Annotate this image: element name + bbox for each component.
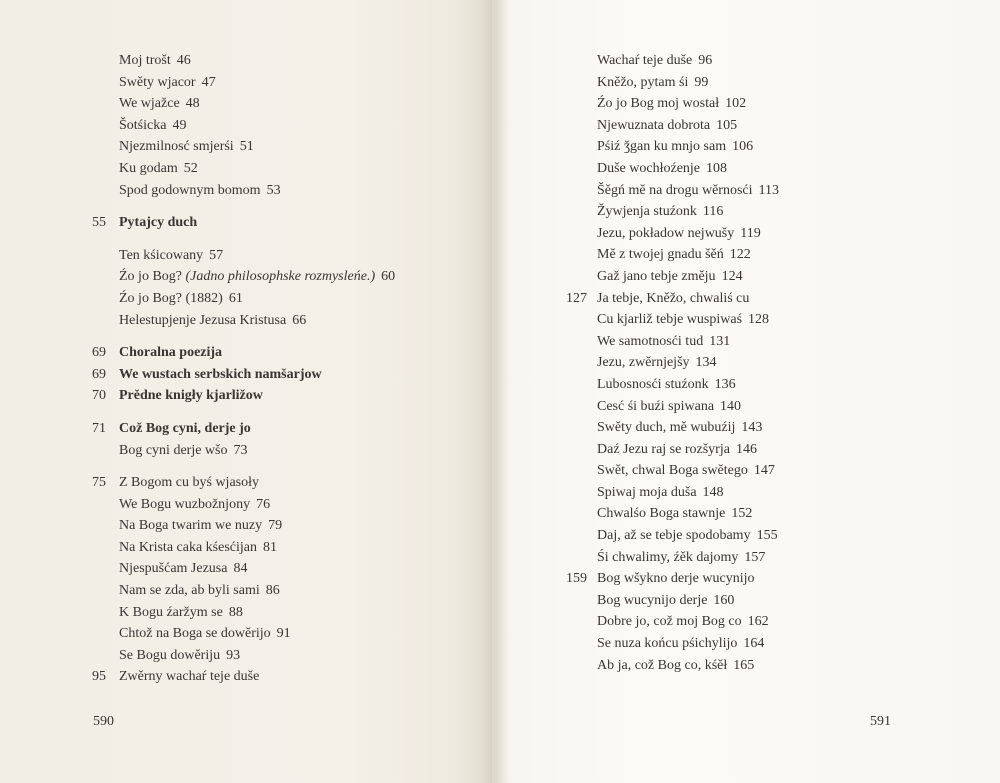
toc-entry: [92, 72, 472, 94]
page-number-left: 590: [93, 714, 114, 729]
entry-title-line: [597, 244, 751, 266]
page-number-right: 591: [870, 714, 891, 729]
toc-entry: [92, 180, 472, 202]
entry-page-number: 122: [729, 247, 751, 263]
entry-page-number: 73: [233, 442, 248, 458]
entry-page-number: 113: [758, 182, 780, 198]
entry-title-line: [119, 136, 254, 158]
toc-spacer: [92, 461, 472, 472]
entry-page-number: 155: [756, 528, 778, 544]
entry-title: Pśiź ǯgan ku mnjo sam: [597, 139, 727, 155]
toc-entry: [566, 482, 946, 504]
toc-section-heading: [92, 666, 472, 688]
entry-title-line: [597, 72, 708, 94]
entry-title-line: [597, 525, 778, 547]
toc-entry: [92, 93, 472, 115]
entry-title: Jezu, pokładow nejwušy: [597, 225, 735, 241]
entry-title-line: [119, 602, 243, 624]
entry-title: Kněžo, pytam śi: [597, 74, 689, 90]
toc-entry: [92, 288, 472, 310]
entry-title-line: [597, 331, 730, 353]
section-page-number: 55: [92, 215, 106, 231]
entry-page-number: 49: [172, 117, 187, 133]
entry-subtitle: (Jadno philosophske rozmysleńe.): [185, 269, 376, 285]
toc-entry: [566, 93, 946, 115]
entry-title: Mě z twojej gnadu šěń: [597, 247, 724, 263]
entry-title-line: [119, 50, 191, 72]
entry-title-line: [119, 645, 240, 667]
entry-page-number: 60: [381, 269, 396, 285]
entry-title: Daj, až se tebje spodobamy: [597, 528, 751, 544]
toc-entry: [92, 623, 472, 645]
toc-spacer: [92, 201, 472, 212]
entry-page-number: 48: [185, 96, 200, 112]
entry-title-line: [119, 115, 186, 137]
entry-title: Žywjenja stuźonk: [597, 204, 697, 220]
entry-page-number: 134: [695, 355, 717, 371]
entry-title: Swěty wjacor: [119, 74, 196, 90]
entry-title: We wustach serbskich namšarjow: [119, 366, 322, 382]
entry-page-number: 86: [265, 583, 280, 599]
toc-entry: [92, 158, 472, 180]
toc-entry: [566, 309, 946, 331]
entry-title-line: [119, 494, 270, 516]
toc-entry: [566, 503, 946, 525]
entry-title-line: [597, 417, 762, 439]
entry-title: We wjažce: [119, 96, 180, 112]
entry-title-line: [597, 266, 743, 288]
toc-entry: [92, 50, 472, 72]
toc-entry: [566, 331, 946, 353]
toc-entry: [566, 244, 946, 266]
entry-title: Njezmilnosć smjerśi: [119, 139, 234, 155]
toc-entry: [566, 180, 946, 202]
toc-entry: [566, 590, 946, 612]
toc-entry: [566, 655, 946, 677]
entry-title: We samotnosći tud: [597, 333, 704, 349]
entry-page-number: 143: [741, 420, 763, 436]
entry-page-number: 79: [268, 518, 283, 534]
left-page: [0, 0, 492, 783]
entry-title: Bog wšykno derje wucynijo: [597, 571, 755, 587]
entry-title: Cesć śi buźi spiwana: [597, 398, 715, 414]
book-spine-shadow: [478, 0, 508, 783]
entry-page-number: 102: [725, 96, 747, 112]
entry-title-line: [119, 558, 247, 580]
entry-page-number: 91: [276, 626, 291, 642]
entry-title: Chtož na Boga se dowěrijo: [119, 626, 271, 642]
entry-page-number: 106: [732, 139, 754, 155]
entry-title-line: [119, 310, 306, 332]
entry-title: Šěgń mě na drogu wěrnosći: [597, 182, 753, 198]
toc-entry: [92, 440, 472, 462]
entry-page-number: 96: [698, 53, 713, 68]
entry-title: Źo jo Bog?: [119, 269, 182, 285]
section-page-number: 69: [92, 345, 106, 361]
entry-page-number: 84: [233, 561, 248, 577]
entry-page-number: 131: [709, 333, 731, 349]
entry-title-line: [597, 201, 723, 223]
entry-title: K Bogu źaržym se: [119, 604, 223, 620]
entry-title-line: [597, 439, 757, 461]
toc-entry: [566, 266, 946, 288]
entry-title-line: [119, 418, 251, 440]
right-page: [492, 0, 1000, 783]
entry-title: Ab ja, což Bog co, kśěł: [597, 657, 728, 673]
entry-title: Na Boga twarim we nuzy: [119, 518, 263, 534]
entry-title-line: [119, 212, 197, 234]
section-page-number: 95: [92, 669, 106, 685]
entry-title: Njespušćam Jezusa: [119, 561, 228, 577]
entry-page-number: 148: [702, 484, 724, 500]
entry-title-line: [119, 580, 280, 602]
entry-title-line: [597, 568, 754, 590]
entry-title: Šotśicka: [119, 117, 167, 133]
entry-page-number: 136: [714, 376, 736, 392]
toc-entry: [92, 136, 472, 158]
entry-title: Njewuznata dobrota: [597, 117, 711, 133]
entry-title: Moj trošt: [119, 53, 171, 68]
toc-entry: [92, 266, 472, 288]
entry-page-number: 57: [209, 247, 224, 263]
entry-title: Ja tebje, Kněžo, chwaliś cu: [597, 290, 750, 306]
entry-title: Ten kśicowany: [119, 247, 204, 263]
entry-title-line: [119, 93, 200, 115]
entry-page-number: 160: [713, 592, 735, 608]
entry-title: Daź Jezu raj se rozšyrja: [597, 441, 730, 457]
toc-entry: [566, 136, 946, 158]
toc-section-heading: [92, 418, 472, 440]
entry-page-number: 88: [228, 604, 243, 620]
section-page-number: 71: [92, 420, 106, 436]
entry-title-line: [597, 547, 765, 569]
entry-title-line: [597, 115, 737, 137]
toc-spacer: [92, 331, 472, 342]
entry-title: Spod godownym bomom: [119, 182, 261, 198]
entry-title: Prědne knigły kjarližow: [119, 388, 263, 404]
entry-title-line: [597, 396, 741, 418]
entry-title-line: [597, 460, 775, 482]
toc-section-heading: [92, 472, 472, 494]
entry-title: Swět, chwal Boga swětego: [597, 463, 748, 479]
toc-entry: [92, 602, 472, 624]
toc-entry: [566, 396, 946, 418]
entry-title: Spiwaj moja duša: [597, 484, 697, 500]
entry-title: Bog wucynijo derje: [597, 592, 708, 608]
entry-title-line: [597, 633, 764, 655]
toc-entry: [566, 115, 946, 137]
entry-page-number: 76: [256, 496, 271, 512]
entry-title-line: [597, 158, 727, 180]
entry-page-number: 81: [263, 539, 277, 555]
toc-entry: [92, 245, 472, 267]
table-of-contents-left: [92, 50, 472, 688]
entry-title-line: [597, 288, 749, 310]
toc-entry: [566, 352, 946, 374]
entry-page-number: 46: [176, 53, 191, 68]
entry-title: We Bogu wuzbožnjony: [119, 496, 251, 512]
entry-page-number: 162: [747, 614, 769, 630]
entry-title: Źo jo Bog moj wostał: [597, 96, 720, 112]
entry-title-line: [597, 611, 769, 633]
entry-page-number: 66: [292, 312, 307, 328]
entry-title-line: [119, 385, 263, 407]
toc-entry: [92, 115, 472, 137]
entry-title-line: [119, 537, 277, 559]
entry-page-number: 116: [702, 204, 724, 220]
entry-title: Chwalśo Boga stawnje: [597, 506, 726, 522]
toc-entry: [92, 558, 472, 580]
toc-section-heading: [92, 364, 472, 386]
toc-entry: [566, 611, 946, 633]
entry-page-number: 93: [226, 647, 241, 663]
entry-page-number: 53: [266, 182, 281, 198]
entry-page-number: 108: [706, 160, 728, 176]
entry-title-line: [597, 503, 752, 525]
entry-title: Źo jo Bog? (1882): [119, 290, 223, 306]
toc-entry: [566, 201, 946, 223]
toc-section-heading: [92, 212, 472, 234]
entry-title-line: [119, 266, 395, 288]
entry-title-line: [119, 440, 247, 462]
entry-title-line: [119, 288, 243, 310]
entry-title: Se Bogu dowěriju: [119, 647, 221, 663]
toc-entry: [566, 547, 946, 569]
entry-page-number: 164: [743, 636, 765, 652]
entry-title: Swěty duch, mě wubuźij: [597, 420, 736, 436]
toc-entry: [92, 645, 472, 667]
toc-entry: [566, 50, 946, 72]
section-page-number: 159: [566, 571, 587, 587]
toc-entry: [566, 374, 946, 396]
entry-title-line: [597, 309, 769, 331]
entry-title: Choralna poezija: [119, 345, 223, 361]
entry-title: Dobre jo, což moj Bog co: [597, 614, 742, 630]
section-page-number: 70: [92, 388, 106, 404]
entry-page-number: 124: [721, 268, 743, 284]
section-page-number: 127: [566, 290, 587, 306]
entry-page-number: 146: [735, 441, 757, 457]
entry-title-line: [597, 136, 753, 158]
entry-title-line: [119, 364, 322, 386]
entry-page-number: 119: [740, 225, 761, 241]
entry-title: Ku godam: [119, 160, 178, 176]
entry-title-line: [119, 472, 259, 494]
entry-title: Wachaŕ teje duše: [597, 53, 693, 68]
entry-title: Lubosnosći stuźonk: [597, 376, 709, 392]
entry-title-line: [597, 655, 754, 677]
entry-title-line: [597, 590, 734, 612]
entry-title-line: [597, 223, 761, 245]
toc-entry: [92, 515, 472, 537]
toc-entry: [566, 439, 946, 461]
section-page-number: 69: [92, 366, 106, 382]
toc-section-heading: [566, 568, 946, 590]
entry-title-line: [119, 515, 282, 537]
section-page-number: 75: [92, 475, 106, 491]
entry-title: Na Krista caka kśesćijan: [119, 539, 257, 555]
entry-title-line: [597, 50, 712, 72]
entry-page-number: 157: [744, 549, 766, 565]
toc-entry: [92, 580, 472, 602]
toc-entry: [566, 72, 946, 94]
entry-title-line: [119, 158, 198, 180]
entry-page-number: 51: [239, 139, 254, 155]
entry-title-line: [597, 93, 746, 115]
entry-title: Zwěrny wachaŕ teje duše: [119, 669, 260, 685]
toc-spacer: [92, 234, 472, 245]
entry-title: Helestupjenje Jezusa Kristusa: [119, 312, 287, 328]
entry-title: Nam se zda, ab byli sami: [119, 583, 260, 599]
toc-entry: [92, 310, 472, 332]
entry-page-number: 52: [183, 160, 198, 176]
table-of-contents-right: [566, 50, 946, 676]
entry-title: Se nuza końcu pśichylijo: [597, 636, 738, 652]
entry-page-number: 105: [716, 117, 738, 133]
toc-section-heading: [92, 342, 472, 364]
entry-title: Pytajcy duch: [119, 215, 198, 231]
toc-entry: [566, 158, 946, 180]
entry-title-line: [119, 666, 259, 688]
entry-title: Jezu, zwěrnjejšy: [597, 355, 690, 371]
toc-entry: [566, 525, 946, 547]
entry-title-line: [597, 482, 724, 504]
entry-title: Duše wochłoźenje: [597, 160, 701, 176]
toc-entry: [566, 417, 946, 439]
entry-title-line: [119, 623, 291, 645]
entry-page-number: 140: [720, 398, 742, 414]
toc-spacer: [92, 407, 472, 418]
toc-section-heading: [566, 288, 946, 310]
entry-title-line: [597, 374, 736, 396]
entry-title-line: [597, 180, 779, 202]
entry-page-number: 147: [753, 463, 775, 479]
entry-page-number: 61: [228, 290, 243, 306]
toc-entry: [566, 633, 946, 655]
entry-title-line: [119, 72, 216, 94]
entry-title: Śi chwalimy, źěk dajomy: [597, 549, 739, 565]
entry-page-number: 99: [694, 74, 709, 90]
toc-entry: [92, 494, 472, 516]
entry-title-line: [119, 180, 281, 202]
toc-entry: [92, 537, 472, 559]
entry-title: Bog cyni derje wšo: [119, 442, 228, 458]
entry-page-number: 47: [201, 74, 216, 90]
toc-entry: [566, 223, 946, 245]
entry-title: Cu kjarliž tebje wuspiwaś: [597, 312, 743, 328]
toc-entry: [566, 460, 946, 482]
entry-title-line: [597, 352, 717, 374]
entry-title-line: [119, 245, 223, 267]
entry-title: Což Bog cyni, derje jo: [119, 420, 251, 436]
toc-section-heading: [92, 385, 472, 407]
entry-page-number: 165: [733, 657, 755, 673]
entry-title: Gaž jano tebje změju: [597, 268, 716, 284]
entry-page-number: 152: [731, 506, 753, 522]
entry-title: Z Bogom cu byś wjasoły: [119, 475, 259, 491]
entry-title-line: [119, 342, 222, 364]
entry-page-number: 128: [748, 312, 770, 328]
